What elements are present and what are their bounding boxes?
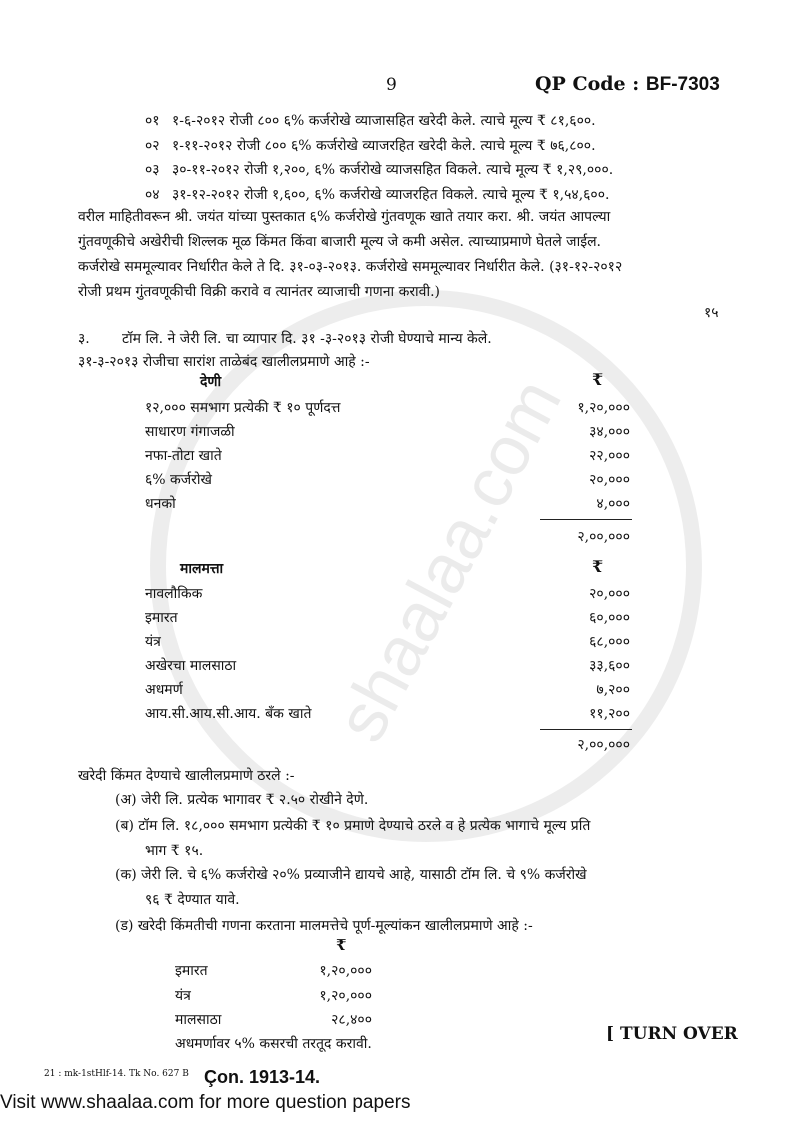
revaluation-label: यंत्र (175, 987, 191, 1004)
currency-symbol: ₹ (336, 936, 347, 954)
revaluation-label: मालसाठा (175, 1012, 222, 1028)
liability-label: नफा-तोटा खाते (145, 448, 222, 464)
currency-symbol: ₹ (592, 370, 604, 389)
transaction-number: ०४ (145, 187, 160, 203)
liability-label: साधारण गंगाजळी (145, 424, 235, 440)
con-code: Çon. 1913-14. (204, 1067, 321, 1087)
asset-amount: ६८,००० (589, 634, 630, 650)
transaction-number: ०१ (145, 113, 160, 129)
asset-amount: २०,००० (589, 586, 630, 602)
liability-amount: २०,००० (589, 472, 630, 488)
revaluation-amount: १,२०,००० (319, 987, 372, 1004)
transaction-text: ३१-१२-२०१२ रोजी १,६००, ६% कर्जरोखे व्याजरहित विकले. त्याचे मूल्य ₹ १,५४,६००. (172, 187, 610, 203)
asset-label: नावलौकिक (145, 586, 203, 602)
asset-amount: ६०,००० (589, 610, 630, 626)
transaction-number: ०३ (145, 162, 160, 178)
term-line: (ड) खरेदी किंमतीची गणना करताना मालमत्तेचे पूर्ण-मूल्यांकन खालीलप्रमाणे आहे :- (115, 918, 533, 934)
asset-label: अखेरचा मालसाठा (145, 658, 237, 674)
turn-over: [ TURN OVER (606, 1024, 738, 1044)
instruction-line: वरील माहितीवरून श्री. जयंत यांच्या पुस्तकात ६% कर्जरोखे गुंतवणूक खाते तयार करा. श्री. जयंत आपल्या (78, 209, 611, 225)
term-line: ९६ ₹ देण्यात यावे. (145, 892, 240, 908)
asset-label: इमारत (145, 610, 178, 626)
question-number: ३. (78, 331, 90, 347)
question-intro: टॉम लि. ने जेरी लि. चा व्यापार दि. ३१ -३-२०१३ रोजी घेण्याचे मान्य केले. (122, 331, 492, 347)
transaction-text: १-६-२०१२ रोजी ८०० ६% कर्जरोखे व्याजासहित खरेदी केले. त्याचे मूल्य ₹ ८१,६००. (172, 113, 596, 129)
liabilities-total: २,००,००० (577, 529, 630, 545)
revaluation-amount: २८,४०० (331, 1012, 372, 1028)
asset-amount: ७,२०० (596, 682, 630, 698)
liability-amount: २२,००० (589, 448, 630, 464)
liability-amount: ३४,००० (589, 424, 630, 440)
provision-note: अधमर्णावर ५% कसरची तरतूद करावी. (175, 1036, 372, 1052)
instruction-line: गुंतवणूकीचे अखेरीची शिल्लक मूळ किंमत किंवा बाजारी मूल्य जे कमी असेल. त्याच्याप्रमाणे घेतले जाईल. (78, 234, 602, 250)
asset-amount: ११,२०० (589, 706, 630, 722)
divider (540, 519, 632, 520)
liability-label: धनको (145, 496, 176, 512)
print-code: 21 : mk-1stHlf-14. Tk No. 627 B (44, 1069, 189, 1079)
term-line: (ब) टॉम लि. १८,००० समभाग प्रत्येकी ₹ १० प्रमाणे देण्याचे ठरले व हे प्रत्येक भागाचे मूल्य प्रति (115, 818, 591, 834)
asset-label: आय.सी.आय.सी.आय. बँक खाते (145, 706, 312, 722)
liabilities-heading: देणी (200, 374, 222, 390)
watermark-logo: shaalaa.com (320, 366, 577, 754)
transaction-text: १-११-२०१२ रोजी ८०० ६% कर्जरोखे व्याजरहित खरेदी केले. त्याचे मूल्य ₹ ७६,८००. (172, 138, 596, 154)
terms-intro: खरेदी किंमत देण्याचे खालीलप्रमाणे ठरले :- (78, 768, 295, 784)
revaluation-amount: १,२०,००० (319, 963, 372, 979)
asset-label: अधमर्ण (145, 682, 183, 698)
liability-label: ६% कर्जरोखे (145, 472, 212, 488)
revaluation-label: इमारत (175, 963, 208, 979)
transaction-text: ३०-११-२०१२ रोजी १,२००, ६% कर्जरोखे व्याजसहित विकले. त्याचे मूल्य ₹ १,२९,०००. (172, 162, 614, 178)
visit-link[interactable]: Visit www.shaalaa.com for more question papers (0, 1092, 411, 1113)
divider (540, 729, 632, 730)
page-number: 9 (386, 75, 397, 95)
qp-code-value: BF-7303 (645, 74, 720, 95)
marks: १५ (704, 305, 719, 321)
asset-amount: ३३,६०० (589, 658, 630, 674)
instruction-line: कर्जरोखे सममूल्यावर निर्धारीत केले ते दि. ३१-०३-२०१३. कर्जरोखे सममूल्यावर निर्धारीत केले. (३१-१२-२०१२ (78, 259, 623, 275)
liability-amount: ४,००० (596, 496, 630, 512)
question-subintro: ३१-३-२०१३ रोजीचा सारांश ताळेबंद खालीलप्रमाणे आहे :- (78, 354, 370, 370)
term-line: (क) जेरी लि. चे ६% कर्जरोखे २०% प्रव्याजीने द्यायचे आहे, यासाठी टॉम लि. चे ९% कर्जरोखे (115, 867, 587, 883)
instruction-line: रोजी प्रथम गुंतवणूकीची विक्री करावे व त्यानंतर व्याजाची गणना करावी.) (78, 284, 440, 300)
qp-code (535, 75, 720, 94)
transaction-number: ०२ (145, 138, 160, 154)
assets-total: २,००,००० (577, 737, 630, 753)
liability-amount: १,२०,००० (577, 400, 630, 416)
asset-label: यंत्र (145, 634, 161, 650)
currency-symbol: ₹ (592, 557, 604, 576)
liability-label: १२,००० समभाग प्रत्येकी ₹ १० पूर्णदत्त (145, 400, 341, 416)
term-line: (अ) जेरी लि. प्रत्येक भागावर ₹ २.५० रोखीने देणे. (115, 792, 369, 808)
term-line: भाग ₹ १५. (145, 843, 204, 859)
assets-heading: मालमत्ता (180, 561, 224, 577)
qp-code-label: QP Code : (535, 73, 640, 95)
